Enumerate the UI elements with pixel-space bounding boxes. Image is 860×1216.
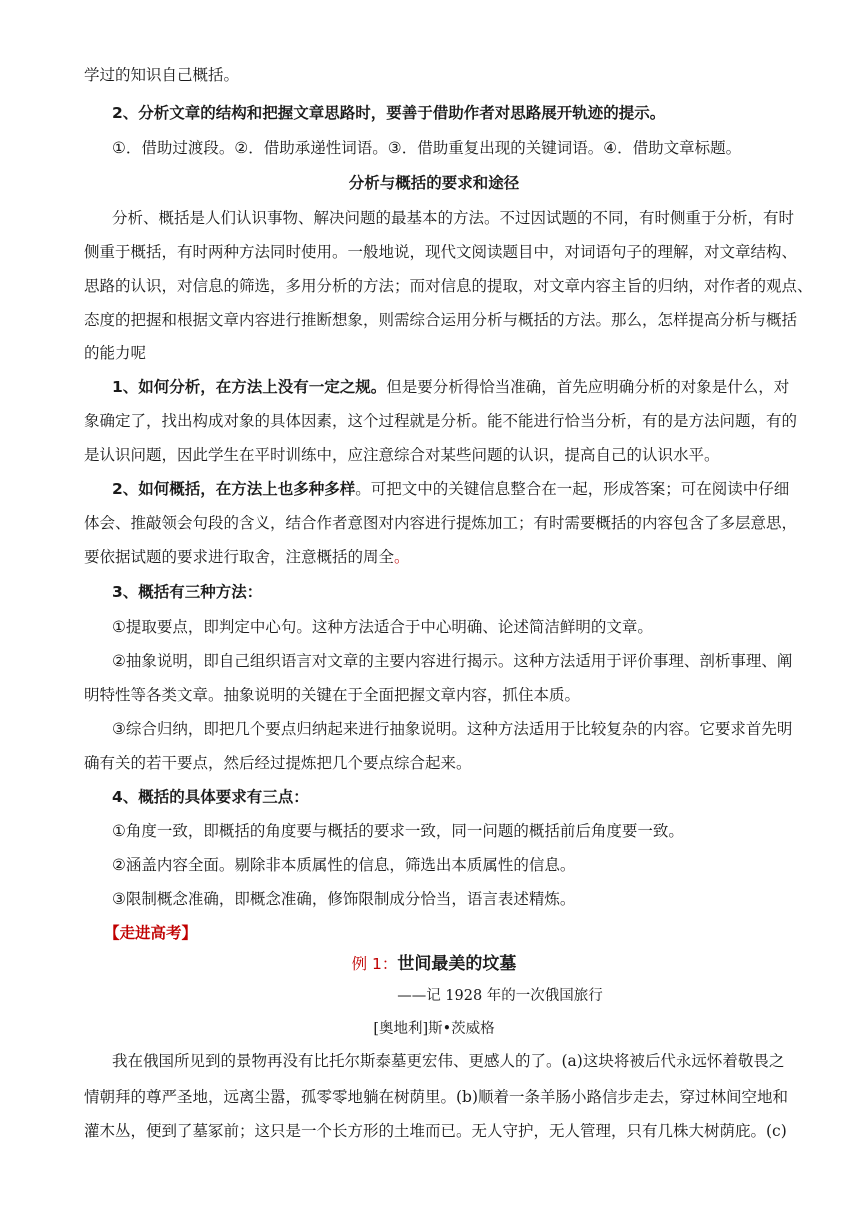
text-run: 。可把文中的关键信息整合在一起，形成答案；可在阅读中仔细: [355, 480, 790, 498]
text-line: 分析、概括是人们认识事物、解决问题的最基本的方法。不过因试题的不同，有时侧重于分析，有时: [112, 209, 795, 227]
text-line: 象确定了，找出构成对象的具体因素，这个过程就是分析。能不能进行恰当分析，有的是方法问题，有的: [84, 412, 798, 430]
text-line: ②涵盖内容全面。剔除非本质属性的信息，筛选出本质属性的信息。: [112, 856, 576, 874]
text-run: 。: [394, 548, 410, 566]
subsection-title: 分析与概括的要求和途径: [348, 174, 520, 192]
article-title: [84, 953, 784, 975]
section-heading: 4、概括的具体要求有三点：: [112, 788, 309, 806]
text-line: 是认识问题，因此学生在平时训练中，应注意综合对某些问题的认识，提高自己的认识水平。: [84, 446, 720, 464]
text-line: 确有关的若干要点，然后经过提炼把几个要点综合起来。: [84, 754, 472, 772]
text-line: ③限制概念准确，即概念准确，修饰限制成分恰当，语言表述精炼。: [112, 890, 576, 908]
text-line: ③综合归纳，即把几个要点归纳起来进行抽象说明。这种方法适用于比较复杂的内容。它要求首先明: [112, 720, 793, 738]
text-line: ①．借助过渡段。②．借助承递性词语。③．借助重复出现的关键词语。④．借助文章标题。: [112, 139, 742, 157]
text-line: 思路的认识，对信息的筛选，多用分析的方法；而对信息的提取，对文章内容主旨的归纳，对作者的观点、: [84, 277, 813, 295]
article-author: [奥地利]斯•茨威格: [373, 1021, 495, 1037]
text-run: 要依据试题的要求进行取舍，注意概括的周全: [84, 548, 395, 566]
text-line: 明特性等各类文章。抽象说明的关键在于全面把握文章内容，抓住本质。: [84, 686, 581, 704]
text-line: 的能力呢: [84, 344, 147, 362]
article-title-text: 世间最美的坟墓: [397, 954, 517, 974]
text-line: 侧重于概括，有时两种方法同时使用。一般地说，现代文阅读题目中，对词语句子的理解，对文章结构、: [84, 243, 798, 261]
inline-heading: 1、如何分析，在方法上没有一定之规。: [112, 378, 387, 396]
inline-heading: 2、如何概括，在方法上也多种多样: [112, 480, 356, 498]
article-text-line: 灌木丛，便到了墓冢前；这只是一个长方形的土堆而已。无人守护，无人管理，只有几株大树荫庇。(c): [84, 1122, 787, 1140]
article-text-line: 情朝拜的尊严圣地，远离尘嚣，孤零零地躺在树荫里。(b)顺着一条羊肠小路信步走去，穿过林间空地和: [84, 1088, 789, 1106]
section-heading: 3、概括有三种方法：: [112, 583, 263, 601]
exam-section-label: 【走进高考】: [104, 924, 198, 942]
text-line: ②抽象说明，即自己组织语言对文章的主要内容进行揭示。这种方法适用于评价事理、剖析事理、阐: [112, 652, 793, 670]
text-line: ①提取要点，即判定中心句。这种方法适合于中心明确、论述简洁鲜明的文章。: [112, 618, 653, 636]
text-line: [84, 546, 784, 568]
text-line: 学过的知识自己概括。: [84, 66, 240, 84]
text-line: 态度的把握和根据文章内容进行推断想象，则需综合运用分析与概括的方法。那么，怎样提高分析与概括: [84, 311, 798, 329]
text-run: 但是要分析得恰当准确，首先应明确分析的对象是什么，对: [386, 378, 790, 396]
text-line: [112, 376, 790, 398]
example-label: 例 1：: [351, 955, 398, 973]
text-line: [112, 478, 790, 500]
text-line: 体会、推敲领会句段的含义，结合作者意图对内容进行提炼加工；有时需要概括的内容包含了多层意思，: [84, 514, 798, 532]
section-heading: 2、分析文章的结构和把握文章思路时，要善于借助作者对思路展开轨迹的提示。: [112, 104, 666, 122]
text-line: ①角度一致，即概括的角度要与概括的要求一致，同一问题的概括前后角度要一致。: [112, 822, 684, 840]
article-subtitle: ——记 1928 年的一次俄国旅行: [397, 988, 603, 1004]
article-text-line: 我在俄国所见到的景物再没有比托尔斯泰墓更宏伟、更感人的了。(a)这块将被后代永远怀着敬畏之: [112, 1052, 785, 1070]
